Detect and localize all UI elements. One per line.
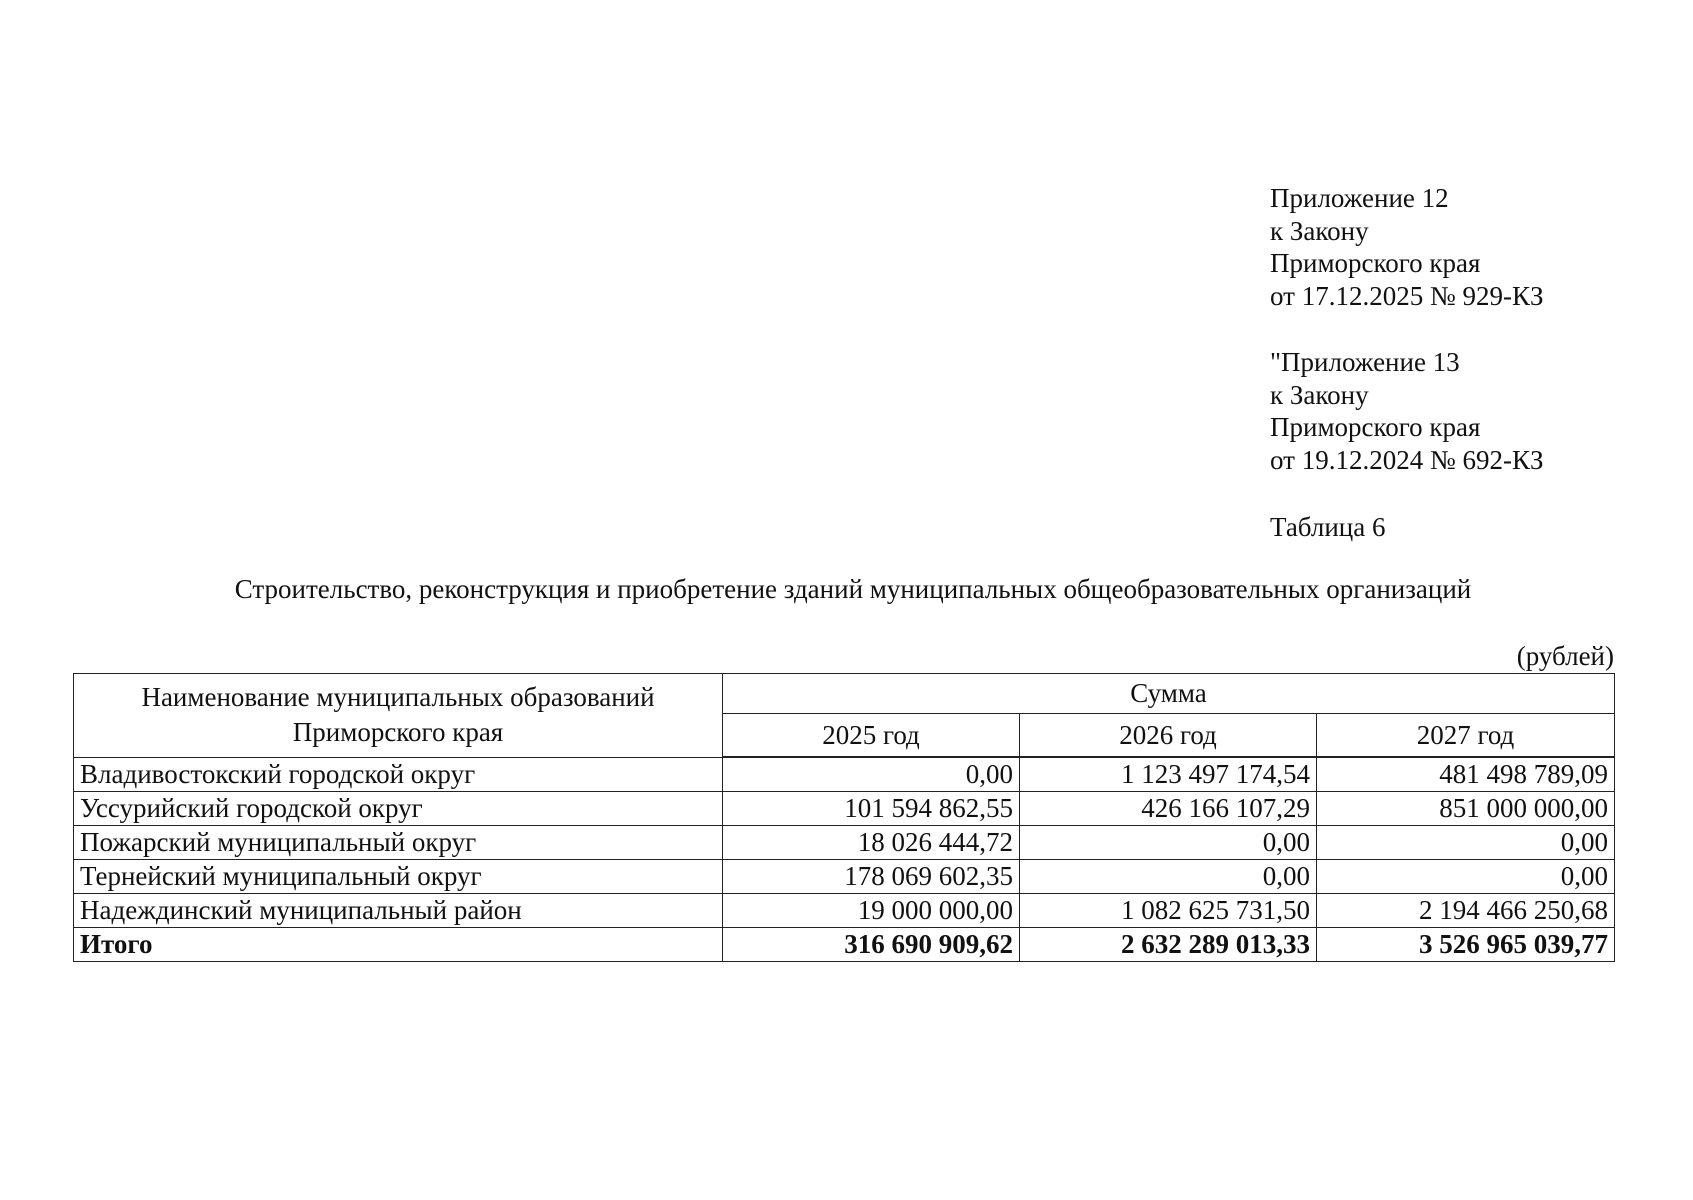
amended-appendix-law: к Закону: [1270, 379, 1369, 410]
amended-appendix-region: Приморского края: [1270, 412, 1481, 442]
municipality-name: Уссурийский городской округ: [74, 792, 723, 826]
municipality-name: Владивостокский городской округ: [74, 757, 723, 792]
year-2026-header: 2026 год: [1020, 714, 1317, 758]
amount-2027: 0,00: [1317, 860, 1615, 894]
municipality-column-header: [74, 674, 723, 758]
total-label: Итого: [74, 928, 723, 962]
header-row: [74, 674, 1615, 714]
total-row: [74, 928, 1615, 962]
table-row: [74, 894, 1615, 928]
sum-column-header: Сумма: [723, 674, 1615, 714]
appendix-law: к Закону: [1270, 215, 1369, 246]
amount-2026: 0,00: [1020, 860, 1317, 894]
table-row: [74, 860, 1615, 894]
municipality-header-line1: Наименование муниципальных образований: [141, 682, 655, 713]
table-row: [74, 826, 1615, 860]
amount-2027: 481 498 789,09: [1317, 757, 1615, 792]
amount-2025: 178 069 602,35: [723, 860, 1020, 894]
table-label: Таблица 6: [1270, 512, 1386, 542]
amount-2026: 1 123 497 174,54: [1020, 757, 1317, 792]
year-2025-header: 2025 год: [723, 714, 1020, 758]
year-2027-header: 2027 год: [1317, 714, 1615, 758]
municipality-name: Пожарский муниципальный округ: [74, 826, 723, 860]
total-2026: 2 632 289 013,33: [1020, 928, 1317, 962]
amount-2025: 0,00: [723, 757, 1020, 792]
amount-2027: 0,00: [1317, 826, 1615, 860]
amount-2027: 2 194 466 250,68: [1317, 894, 1615, 928]
municipality-header-line2: Приморского края: [292, 717, 504, 748]
appendix-date: от 17.12.2025 № 929-КЗ: [1270, 280, 1544, 311]
amount-2027: 851 000 000,00: [1317, 792, 1615, 826]
amount-2026: 0,00: [1020, 826, 1317, 860]
amount-2026: 426 166 107,29: [1020, 792, 1317, 826]
document-title: Строительство, реконструкция и приобретение зданий муниципальных общеобразовательных организаций: [234, 574, 1472, 604]
appendix-region: Приморского края: [1270, 248, 1481, 278]
amount-2025: 19 000 000,00: [723, 894, 1020, 928]
amount-2026: 1 082 625 731,50: [1020, 894, 1317, 928]
units-label: (рублей): [1516, 641, 1614, 671]
amount-2025: 18 026 444,72: [723, 826, 1020, 860]
appendix-reference: [1270, 182, 1543, 312]
amended-appendix-date: от 19.12.2024 № 692-КЗ: [1270, 444, 1544, 475]
budget-table: [73, 673, 1615, 962]
table-row: [74, 792, 1615, 826]
table-row: [74, 757, 1615, 792]
municipality-name: Надеждинский муниципальный район: [74, 894, 723, 928]
amended-appendix-number: "Приложение 13: [1270, 347, 1460, 377]
amended-appendix-reference: [1270, 346, 1543, 476]
appendix-number: Приложение 12: [1270, 183, 1449, 213]
total-2027: 3 526 965 039,77: [1317, 928, 1615, 962]
amount-2025: 101 594 862,55: [723, 792, 1020, 826]
municipality-name: Тернейский муниципальный округ: [74, 860, 723, 894]
total-2025: 316 690 909,62: [723, 928, 1020, 962]
